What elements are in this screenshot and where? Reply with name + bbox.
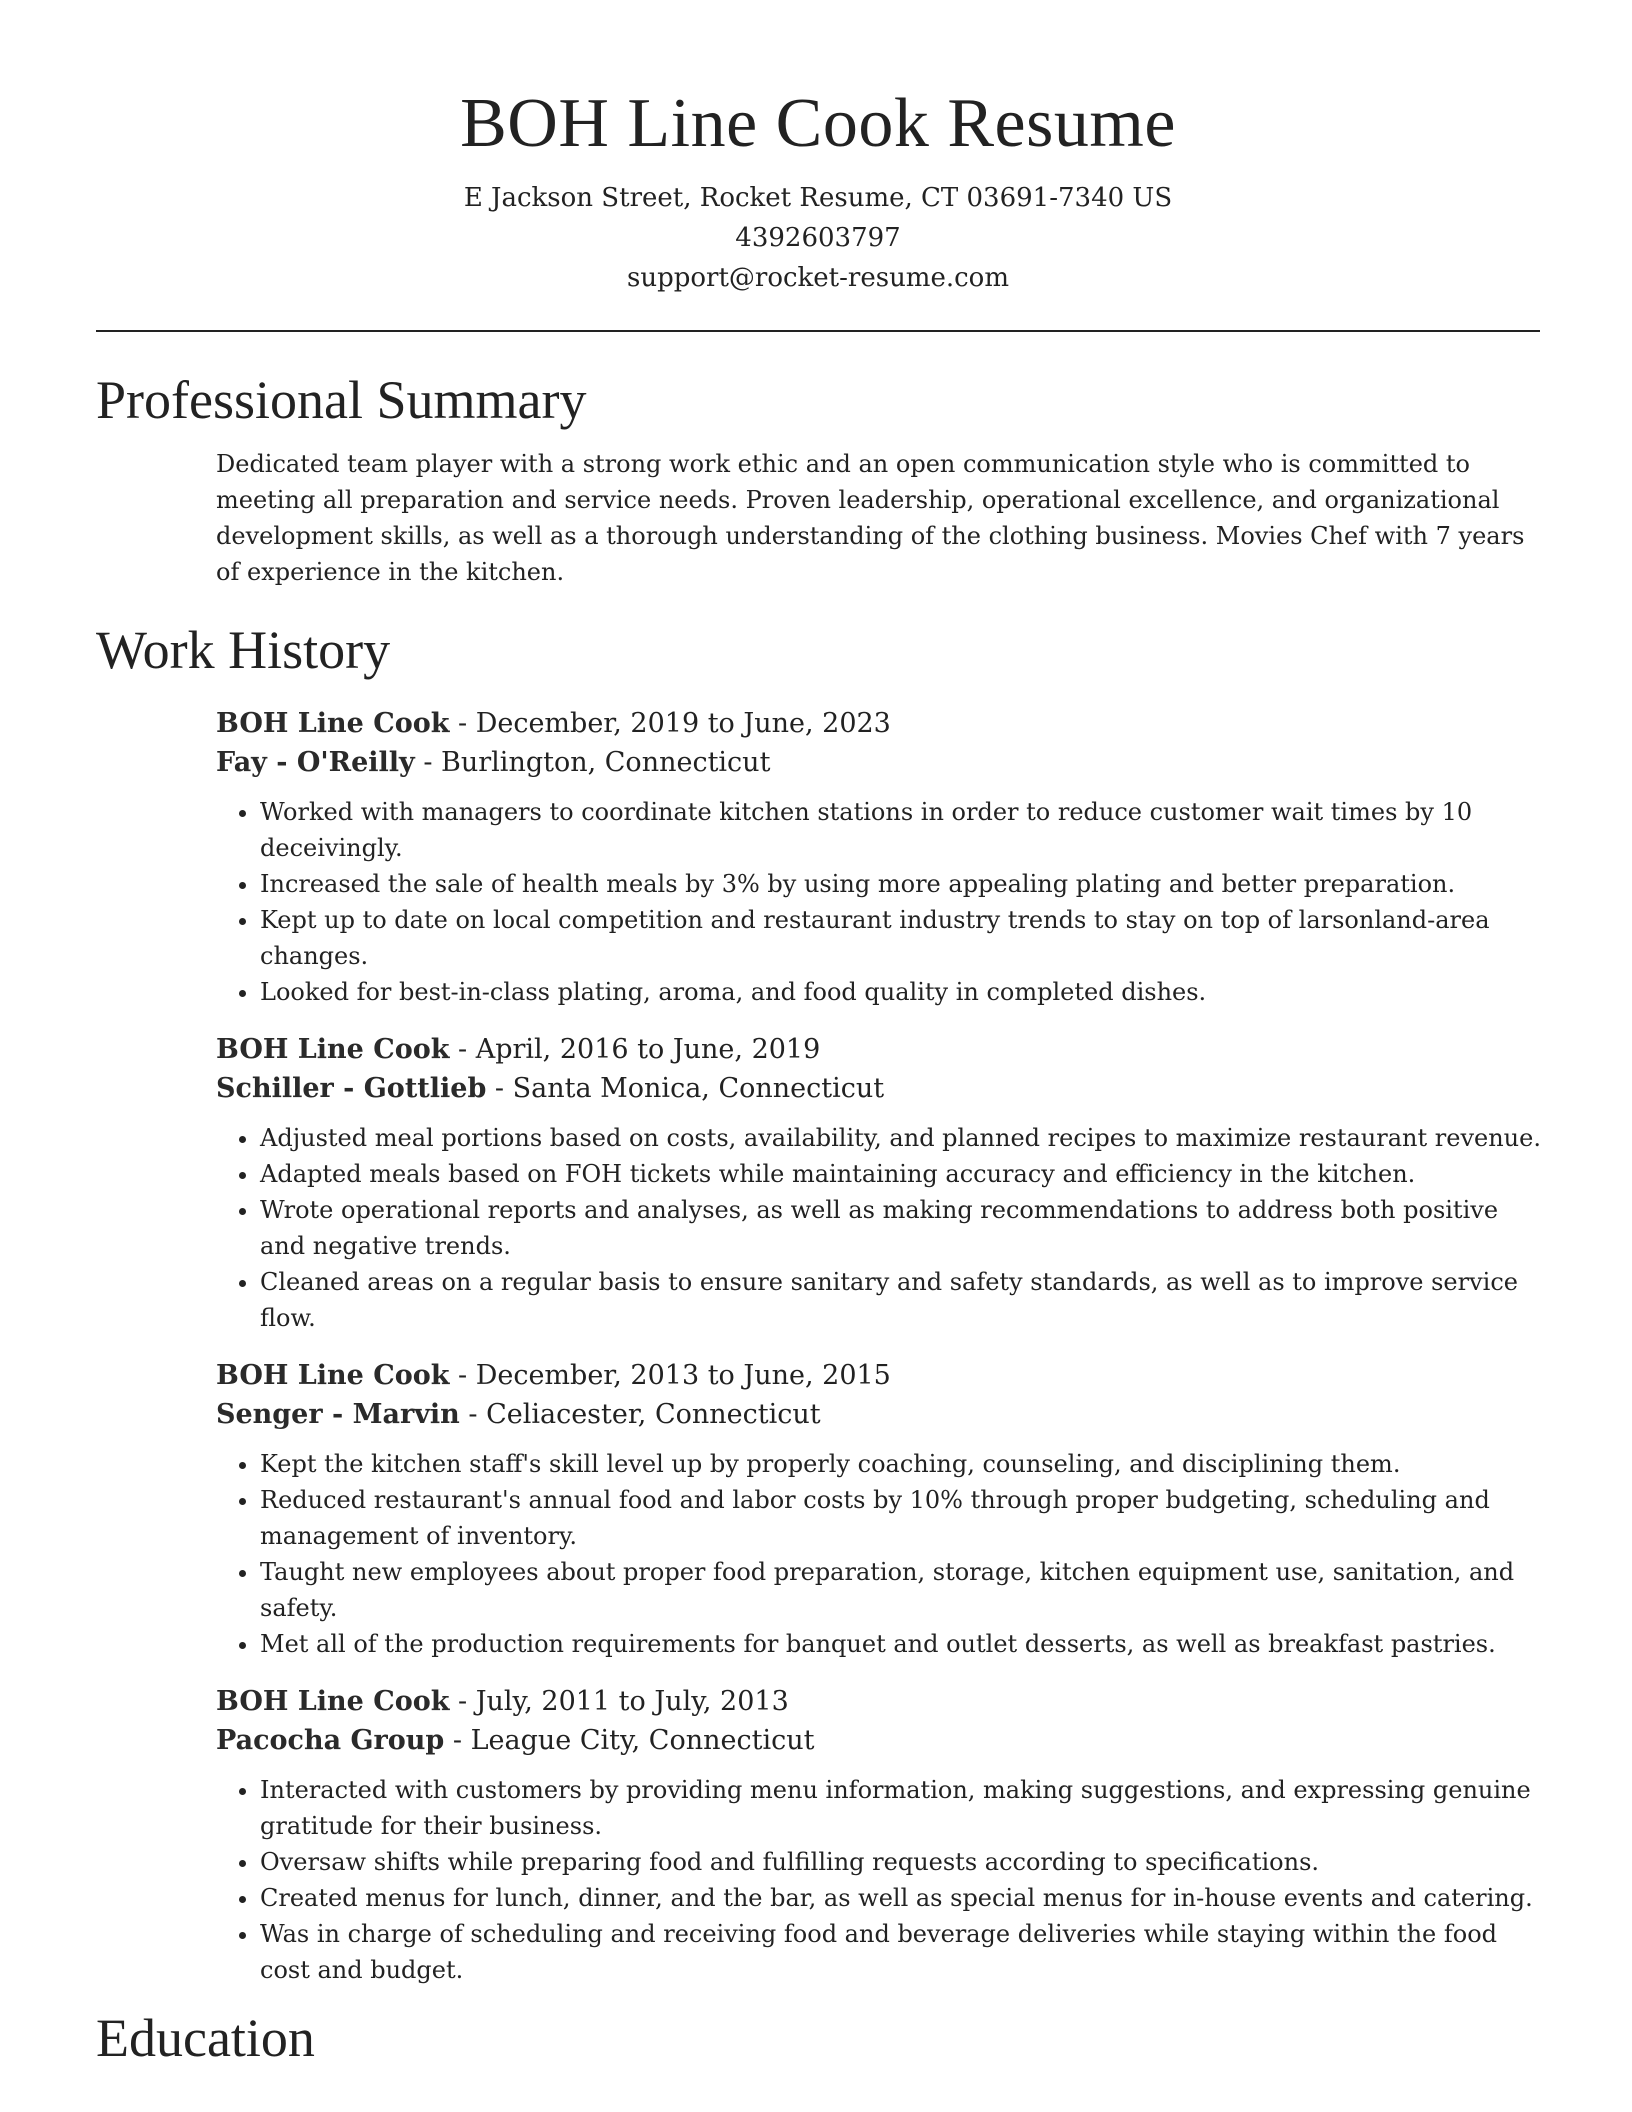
job-dates: - December, 2013 to June, 2015 bbox=[449, 1360, 891, 1391]
job-bullet: • Adapted meals based on FOH tickets while maintaining accuracy and efficiency in the kitchen. bbox=[260, 1156, 1546, 1192]
job-dates: - April, 2016 to June, 2019 bbox=[449, 1034, 821, 1065]
job-entry bbox=[216, 1030, 1546, 1336]
contact-phone: 4392603797 bbox=[735, 223, 901, 253]
job-bullet: • Increased the sale of health meals by 3% by using more appealing plating and better preparation. bbox=[260, 866, 1546, 902]
job-company-line bbox=[216, 1069, 1546, 1108]
job-title-line bbox=[216, 1356, 1546, 1395]
job-bullet: • Interacted with customers by providing menu information, making suggestions, and expressing genuine gratitude for their business. bbox=[260, 1772, 1546, 1844]
job-location: - Santa Monica, Connecticut bbox=[486, 1073, 885, 1104]
job-bullet: • Met all of the production requirements for banquet and outlet desserts, as well as breakfast pastries. bbox=[260, 1626, 1546, 1662]
job-bullets bbox=[216, 1120, 1546, 1336]
job-entry bbox=[216, 704, 1546, 1010]
job-bullet: • Kept the kitchen staff's skill level up by properly coaching, counseling, and disciplining them. bbox=[260, 1446, 1546, 1482]
job-dates: - December, 2019 to June, 2023 bbox=[449, 708, 891, 739]
job-bullet: • Oversaw shifts while preparing food and fulfilling requests according to specifications. bbox=[260, 1844, 1546, 1880]
job-bullet: • Reduced restaurant's annual food and labor costs by 10% through proper budgeting, scheduling and management of inventory. bbox=[260, 1482, 1546, 1554]
summary-text: Dedicated team player with a strong work ethic and an open communication style who is committed to meeting all preparation and service needs. Proven leadership, operational excellence, and organizational development skills, as well as a thorough understanding of the clothing business. Movies Chef with 7 years of experience in the kitchen. bbox=[216, 450, 1525, 586]
job-bullets bbox=[216, 794, 1546, 1010]
job-dates: - July, 2011 to July, 2013 bbox=[449, 1686, 789, 1717]
job-company-line bbox=[216, 1721, 1546, 1760]
resume-title: BOH Line Cook Resume bbox=[460, 85, 1176, 162]
job-bullets bbox=[216, 1446, 1546, 1662]
job-bullet: • Was in charge of scheduling and receiving food and beverage deliveries while staying within the food cost and budget. bbox=[260, 1916, 1546, 1988]
job-company: Fay - O'Reilly bbox=[216, 747, 415, 778]
job-role: BOH Line Cook bbox=[216, 1034, 450, 1065]
job-company-line bbox=[216, 1395, 1546, 1434]
job-title-line bbox=[216, 704, 1546, 743]
job-location: - Burlington, Connecticut bbox=[414, 747, 771, 778]
job-title-line bbox=[216, 1682, 1546, 1721]
job-role: BOH Line Cook bbox=[216, 708, 450, 739]
contact-address: E Jackson Street, Rocket Resume, CT 03691-7340 US bbox=[463, 183, 1173, 213]
job-location: - Celiacester, Connecticut bbox=[459, 1399, 821, 1430]
resume-header bbox=[96, 0, 1540, 298]
job-company: Senger - Marvin bbox=[216, 1399, 460, 1430]
job-company: Schiller - Gottlieb bbox=[216, 1073, 487, 1104]
job-entry bbox=[216, 1682, 1546, 1988]
job-role: BOH Line Cook bbox=[216, 1686, 450, 1717]
resume-page bbox=[96, 0, 1540, 2070]
job-bullet: • Kept up to date on local competition and restaurant industry trends to stay on top of larsonland-area changes. bbox=[260, 902, 1546, 974]
job-bullet: • Taught new employees about proper food preparation, storage, kitchen equipment use, sanitation, and safety. bbox=[260, 1554, 1546, 1626]
job-role: BOH Line Cook bbox=[216, 1360, 450, 1391]
contact-block bbox=[96, 178, 1540, 298]
job-bullet: • Cleaned areas on a regular basis to ensure sanitary and safety standards, as well as to improve service flow. bbox=[260, 1264, 1546, 1336]
job-bullet: • Wrote operational reports and analyses, as well as making recommendations to address both positive and negative trends. bbox=[260, 1192, 1546, 1264]
job-location: - League City, Connecticut bbox=[444, 1725, 815, 1756]
job-bullet: • Created menus for lunch, dinner, and the bar, as well as special menus for in-house events and catering. bbox=[260, 1880, 1546, 1916]
contact-email: support@rocket-resume.com bbox=[626, 263, 1009, 293]
job-bullet: • Adjusted meal portions based on costs, availability, and planned recipes to maximize restaurant revenue. bbox=[260, 1120, 1546, 1156]
section-title-education: Education bbox=[96, 2008, 315, 2068]
job-bullets bbox=[216, 1772, 1546, 1988]
job-title-line bbox=[216, 1030, 1546, 1069]
job-company: Pacocha Group bbox=[216, 1725, 445, 1756]
section-title-summary: Professional Summary bbox=[96, 370, 587, 430]
job-bullet: • Worked with managers to coordinate kitchen stations in order to reduce customer wait times by 10 deceivingly. bbox=[260, 794, 1546, 866]
job-bullet: • Looked for best-in-class plating, aroma, and food quality in completed dishes. bbox=[260, 974, 1546, 1010]
job-entry bbox=[216, 1356, 1546, 1662]
section-title-work-history: Work History bbox=[96, 620, 391, 680]
header-divider bbox=[96, 330, 1540, 332]
job-company-line bbox=[216, 743, 1546, 782]
work-history-list bbox=[216, 704, 1546, 1988]
